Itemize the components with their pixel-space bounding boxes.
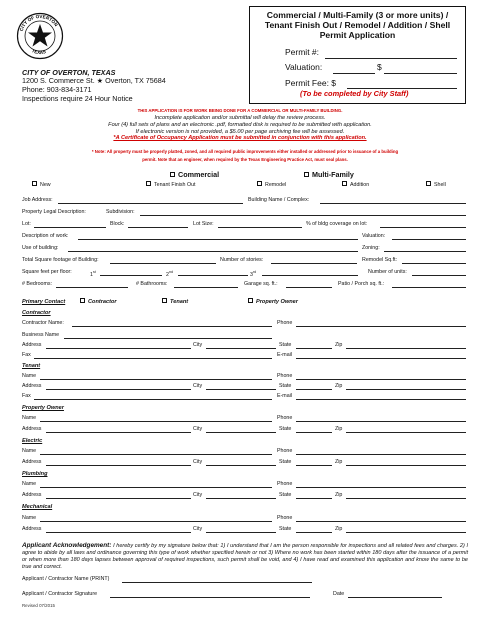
commercial-only-notice: THIS APPLICATION IS FOR WORK BEING DONE FOR A COMMERCIAL OR MULTI-FAMILY BUILDING. bbox=[137, 108, 343, 113]
job-address-field[interactable] bbox=[58, 203, 243, 204]
desc-work-label: Description of work: bbox=[22, 233, 69, 239]
acknowledgement-text: I hereby certify by my signature below that: 1) I understand that I am the person responsible for inspections and all related fees and charges. 2) I agree to abide by all laws and ordinance governing this type of work whether specified herein or not 3) Where no work has been started within 180 days after the issuance of a permit or when more than 180 days lapses between approval of required inspections, such permit shall be void, and 4) I have read and examined this application and know the same to be true and correct. bbox=[22, 543, 468, 570]
acknowledgement-title: Applicant Acknowledgement: bbox=[22, 542, 112, 549]
remodel-sqft-field[interactable] bbox=[402, 263, 466, 264]
total-sqft-label: Total Square footage of Building: bbox=[22, 257, 99, 263]
owner-address-field[interactable] bbox=[46, 432, 191, 433]
primary-owner-option[interactable] bbox=[248, 299, 298, 305]
multifamily-label: Multi-Family bbox=[312, 170, 354, 179]
floor1-field[interactable] bbox=[100, 275, 162, 276]
contractor-phone-label: Phone bbox=[277, 320, 293, 326]
contractor-address-field[interactable] bbox=[46, 348, 191, 349]
work-type-shell-label: Shell bbox=[434, 182, 446, 188]
commercial-label: Commercial bbox=[178, 170, 220, 179]
valuation-field[interactable] bbox=[384, 73, 457, 74]
contractor-state-field[interactable] bbox=[296, 348, 332, 349]
total-sqft-field[interactable] bbox=[110, 263, 216, 264]
remodel-checkbox[interactable] bbox=[257, 181, 262, 186]
mechanical-section-title: Mechanical bbox=[22, 504, 53, 510]
contractor-fax-field[interactable] bbox=[34, 358, 272, 359]
garage-label: Garage sq. ft.: bbox=[244, 281, 278, 287]
owner-zip-field[interactable] bbox=[346, 432, 466, 433]
owner-phone-field[interactable] bbox=[296, 421, 466, 422]
floor3-field[interactable] bbox=[262, 275, 358, 276]
building-name-label: Building Name / Complex: bbox=[248, 197, 310, 203]
notice-line-3: If electronic version is not provided, a $5.00 per page archiving fee will be assessed. bbox=[135, 128, 345, 135]
mechanical-name-field[interactable] bbox=[40, 521, 272, 522]
use-building-label: Use of building: bbox=[22, 245, 59, 251]
plumbing-address-field[interactable] bbox=[46, 498, 191, 499]
work-type-addition[interactable] bbox=[342, 182, 369, 189]
work-type-tenant-finish-label: Tenant Finish Out bbox=[154, 182, 196, 188]
mechanical-phone-label: Phone bbox=[277, 515, 293, 521]
bedrooms-field[interactable] bbox=[56, 287, 128, 288]
tenant-finish-checkbox[interactable] bbox=[146, 181, 151, 186]
plumbing-name-field[interactable] bbox=[40, 487, 272, 488]
units-field[interactable] bbox=[412, 275, 466, 276]
floor2-field[interactable] bbox=[178, 275, 248, 276]
electric-zip-field[interactable] bbox=[346, 465, 466, 466]
tenant-name-label: Name bbox=[22, 373, 37, 379]
units-label: Number of units: bbox=[368, 269, 407, 275]
form-title-line1: Commercial / Multi-Family (3 or more units) / bbox=[266, 10, 449, 20]
mechanical-state-label: State bbox=[279, 526, 292, 532]
multifamily-checkbox[interactable] bbox=[304, 172, 309, 177]
tenant-section-title: Tenant bbox=[22, 363, 41, 369]
plumbing-name-label: Name bbox=[22, 481, 37, 487]
contractor-email-label: E-mail bbox=[277, 352, 293, 358]
mechanical-zip-field[interactable] bbox=[346, 532, 466, 533]
valuation-field-label: Valuation: bbox=[362, 233, 386, 239]
tenant-address-field[interactable] bbox=[46, 389, 191, 390]
lot-size-field[interactable] bbox=[218, 227, 302, 228]
floor3-label bbox=[250, 269, 256, 278]
staff-box bbox=[249, 6, 466, 104]
tenant-city-label: City bbox=[193, 383, 203, 389]
contractor-zip-field[interactable] bbox=[346, 348, 466, 349]
patio-label: Patio / Porch sq. ft.: bbox=[338, 281, 385, 287]
work-type-tenant-finish[interactable] bbox=[146, 182, 196, 189]
electric-section-title: Electric bbox=[22, 438, 43, 444]
use-building-field[interactable] bbox=[68, 251, 358, 252]
mechanical-city-field[interactable] bbox=[206, 532, 276, 533]
city-name: CITY OF OVERTON, TEXAS bbox=[22, 68, 116, 77]
work-type-remodel[interactable] bbox=[257, 182, 286, 189]
business-name-label: Business Name bbox=[22, 332, 60, 338]
permit-number-label: Permit #: bbox=[285, 47, 320, 57]
lot-field[interactable] bbox=[34, 227, 106, 228]
form-title-line3: Permit Application bbox=[319, 30, 396, 40]
work-type-remodel-label: Remodel bbox=[265, 182, 287, 188]
shell-checkbox[interactable] bbox=[426, 181, 431, 186]
owner-name-label: Name bbox=[22, 415, 37, 421]
inspection-notice: Inspections require 24 Hour Notice bbox=[22, 94, 133, 103]
electric-address-label: Address bbox=[22, 459, 42, 465]
electric-phone-label: Phone bbox=[277, 448, 293, 454]
plumbing-section-title: Plumbing bbox=[22, 471, 48, 477]
building-name-field[interactable] bbox=[320, 203, 466, 204]
print-name-label: Applicant / Contractor Name (PRINT) bbox=[22, 576, 110, 582]
tenant-email-field[interactable] bbox=[296, 399, 466, 400]
mechanical-state-field[interactable] bbox=[296, 532, 332, 533]
contractor-name-label: Contractor Name: bbox=[22, 320, 64, 326]
notice-line-2: Four (4) full sets of plans and an electronic .pdf, formatted disk is required to be submitted with application. bbox=[108, 121, 372, 128]
owner-address-label: Address bbox=[22, 426, 42, 432]
contractor-city-field[interactable] bbox=[206, 348, 276, 349]
permit-fee-label: Permit Fee: $ bbox=[285, 78, 337, 88]
new-checkbox[interactable] bbox=[32, 181, 37, 186]
electric-address-field[interactable] bbox=[46, 465, 191, 466]
submittal-notice bbox=[0, 115, 480, 142]
commercial-option[interactable] bbox=[170, 170, 219, 179]
valuation-currency: $ bbox=[377, 62, 382, 72]
date-label: Date bbox=[333, 591, 345, 597]
electric-phone-field[interactable] bbox=[296, 454, 466, 455]
job-address-label: Job Address: bbox=[22, 197, 53, 203]
floor1-label bbox=[90, 269, 96, 278]
tenant-phone-field[interactable] bbox=[296, 379, 466, 380]
contractor-zip-label: Zip bbox=[335, 342, 343, 348]
block-label: Block: bbox=[110, 221, 125, 227]
tenant-state-field[interactable] bbox=[296, 389, 332, 390]
sqft-per-floor-label: Square feet per floor: bbox=[22, 269, 72, 275]
tenant-checkbox[interactable] bbox=[162, 298, 167, 303]
contractor-city-label: City bbox=[193, 342, 203, 348]
engineer-note-line1: * Note: All property must be properly platted, zoned, and all required public improvements either installed or addressed prior to issuance of a building bbox=[91, 149, 399, 154]
co-notice: *A Certificate of Occupancy Application must be submitted in conjunction with this application. bbox=[113, 135, 367, 142]
floor1-num: 1 bbox=[90, 271, 93, 278]
floor2-label bbox=[166, 269, 173, 278]
tenant-fax-label: Fax bbox=[22, 393, 31, 399]
contractor-phone-field[interactable] bbox=[296, 326, 466, 327]
floor1-sup: st bbox=[92, 270, 96, 274]
plumbing-address-label: Address bbox=[22, 492, 42, 498]
contractor-state-label: State bbox=[279, 342, 292, 348]
primary-tenant-label: Tenant bbox=[170, 299, 189, 305]
plumbing-state-label: State bbox=[279, 492, 292, 498]
contractor-address-label: Address bbox=[22, 342, 42, 348]
staff-note: (To be completed by City Staff) bbox=[300, 89, 409, 98]
work-type-shell[interactable] bbox=[426, 182, 446, 189]
owner-checkbox[interactable] bbox=[248, 298, 253, 303]
commercial-checkbox[interactable] bbox=[170, 172, 175, 177]
plumbing-state-field[interactable] bbox=[296, 498, 332, 499]
date-field[interactable] bbox=[348, 597, 442, 598]
tenant-phone-label: Phone bbox=[277, 373, 293, 379]
tenant-address-label: Address bbox=[22, 383, 42, 389]
signature-label: Applicant / Contractor Signature bbox=[22, 591, 98, 597]
garage-field[interactable] bbox=[286, 287, 332, 288]
mechanical-address-field[interactable] bbox=[46, 532, 191, 533]
contractor-email-field[interactable] bbox=[296, 358, 466, 359]
business-name-field[interactable] bbox=[64, 338, 272, 339]
city-address: 1200 S. Commerce St. ★ Overton, TX 75684 bbox=[22, 76, 166, 85]
form-title-line2: Tenant Finish Out / Remodel / Addition / Shell bbox=[264, 20, 451, 30]
electric-city-label: City bbox=[193, 459, 203, 465]
electric-city-field[interactable] bbox=[206, 465, 276, 466]
owner-city-field[interactable] bbox=[206, 432, 276, 433]
contractor-checkbox[interactable] bbox=[80, 298, 85, 303]
tenant-name-field[interactable] bbox=[40, 379, 272, 380]
stories-field[interactable] bbox=[271, 263, 357, 264]
block-field[interactable] bbox=[128, 227, 188, 228]
work-type-new[interactable] bbox=[32, 182, 51, 189]
zoning-field[interactable] bbox=[384, 251, 466, 252]
lot-label: Lot: bbox=[22, 221, 31, 227]
lot-size-label: Lot Size: bbox=[193, 221, 214, 227]
svg-text:CITY OF OVERTON: CITY OF OVERTON bbox=[18, 13, 59, 32]
signature-field[interactable] bbox=[110, 597, 310, 598]
primary-tenant-option[interactable] bbox=[162, 299, 188, 305]
svg-text:TEXAS: TEXAS bbox=[30, 48, 47, 56]
floor3-sup: rd bbox=[252, 270, 257, 274]
plumbing-zip-field[interactable] bbox=[346, 498, 466, 499]
coverage-field[interactable] bbox=[380, 227, 466, 228]
primary-contractor-label: Contractor bbox=[88, 299, 117, 305]
revised-date: Revised 07/2015 bbox=[22, 603, 55, 608]
tenant-email-label: E-mail bbox=[277, 393, 293, 399]
owner-state-label: State bbox=[279, 426, 292, 432]
electric-name-field[interactable] bbox=[40, 454, 272, 455]
valuation-input[interactable] bbox=[392, 239, 466, 240]
bathrooms-label: # Bathrooms: bbox=[136, 281, 168, 287]
bedrooms-label: # Bedrooms: bbox=[22, 281, 53, 287]
notice-line-1: Incomplete application and/or submittal will delay the review process. bbox=[154, 115, 326, 121]
work-type-new-label: New bbox=[40, 182, 51, 188]
floor2-sup: nd bbox=[168, 270, 173, 274]
electric-name-label: Name bbox=[22, 448, 37, 454]
mechanical-city-label: City bbox=[193, 526, 203, 532]
mechanical-zip-label: Zip bbox=[335, 526, 343, 532]
mechanical-phone-field[interactable] bbox=[296, 521, 466, 522]
primary-owner-label: Property Owner bbox=[256, 299, 298, 305]
valuation-underline-left bbox=[333, 73, 375, 74]
stories-label: Number of stories: bbox=[220, 257, 264, 263]
plumbing-phone-field[interactable] bbox=[296, 487, 466, 488]
mechanical-address-label: Address bbox=[22, 526, 42, 532]
electric-state-field[interactable] bbox=[296, 465, 332, 466]
remodel-sqft-label: Remodel Sq.ft: bbox=[362, 257, 398, 263]
valuation-label: Valuation: bbox=[285, 62, 323, 72]
plumbing-phone-label: Phone bbox=[277, 481, 293, 487]
engineer-note-line2: permit. Note that an engineer, when required by the Texas Engineering Practice Act, must seal plans. bbox=[142, 156, 348, 162]
contractor-name-field[interactable] bbox=[72, 326, 272, 327]
primary-contact-label: Primary Contact bbox=[22, 299, 66, 305]
tenant-zip-label: Zip bbox=[335, 383, 343, 389]
owner-state-field[interactable] bbox=[296, 432, 332, 433]
owner-zip-label: Zip bbox=[335, 426, 343, 432]
owner-name-field[interactable] bbox=[40, 421, 272, 422]
tenant-zip-field[interactable] bbox=[346, 389, 466, 390]
floor3-num: 3 bbox=[250, 271, 253, 278]
owner-phone-label: Phone bbox=[277, 415, 293, 421]
print-name-field[interactable] bbox=[122, 582, 312, 583]
electric-zip-label: Zip bbox=[335, 459, 343, 465]
electric-state-label: State bbox=[279, 459, 292, 465]
owner-section-title: Property Owner bbox=[22, 405, 64, 411]
owner-city-label: City bbox=[193, 426, 203, 432]
acknowledgement-block bbox=[22, 542, 468, 571]
coverage-label: % of bldg coverage on lot: bbox=[306, 221, 368, 227]
plumbing-city-field[interactable] bbox=[206, 498, 276, 499]
permit-number-field[interactable] bbox=[325, 58, 457, 59]
tenant-city-field[interactable] bbox=[206, 389, 276, 390]
floor2-num: 2 bbox=[166, 271, 169, 278]
city-phone: Phone: 903-834-3171 bbox=[22, 85, 92, 94]
plumbing-zip-label: Zip bbox=[335, 492, 343, 498]
bathrooms-field[interactable] bbox=[174, 287, 238, 288]
plumbing-city-label: City bbox=[193, 492, 203, 498]
work-type-addition-label: Addition bbox=[350, 182, 370, 188]
subdivision-field[interactable] bbox=[140, 215, 466, 216]
primary-contractor-option[interactable] bbox=[80, 299, 117, 305]
subdivision-label: Subdivision: bbox=[106, 209, 135, 215]
addition-checkbox[interactable] bbox=[342, 181, 347, 186]
multifamily-option[interactable] bbox=[304, 170, 354, 179]
legal-desc-label: Property Legal Description: bbox=[22, 209, 86, 215]
tenant-fax-field[interactable] bbox=[34, 399, 272, 400]
contractor-fax-label: Fax bbox=[22, 352, 31, 358]
tenant-state-label: State bbox=[279, 383, 292, 389]
zoning-label: Zoning: bbox=[362, 245, 380, 251]
desc-work-field[interactable] bbox=[78, 239, 358, 240]
city-seal bbox=[16, 12, 64, 60]
patio-field[interactable] bbox=[392, 287, 466, 288]
mechanical-name-label: Name bbox=[22, 515, 37, 521]
contractor-section-title: Contractor bbox=[22, 310, 51, 316]
engineer-notice bbox=[22, 148, 468, 163]
